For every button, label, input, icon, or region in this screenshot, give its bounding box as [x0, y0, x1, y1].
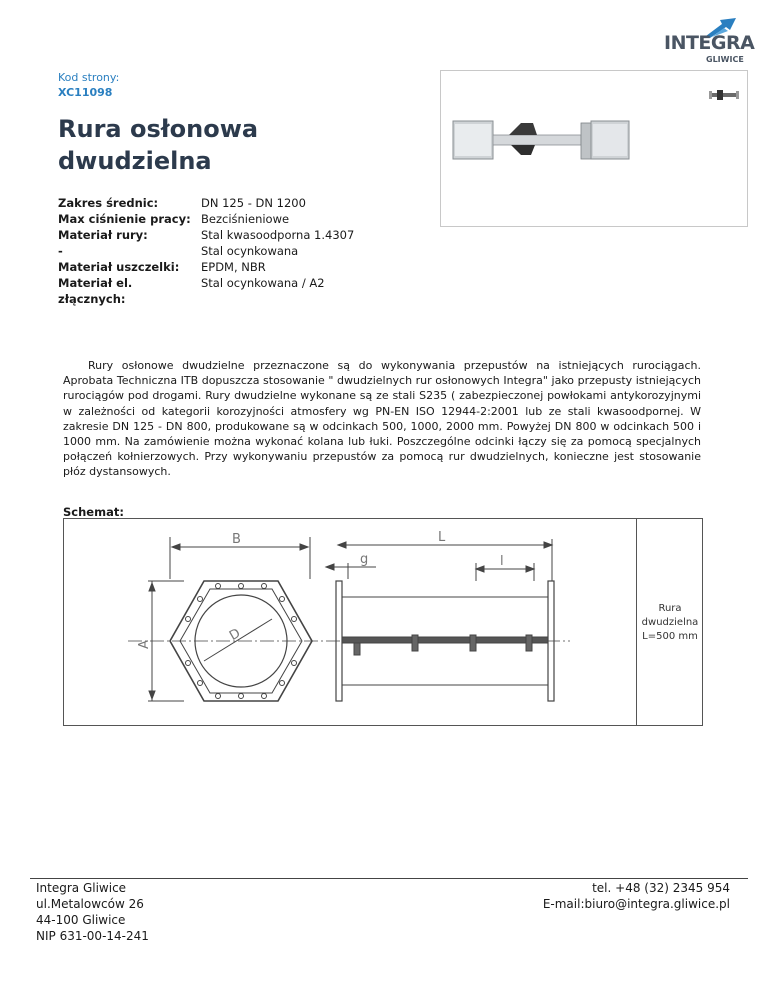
spec-value: EPDM, NBR — [201, 260, 266, 274]
spec-row — [58, 291, 354, 307]
caption-line: L=500 mm — [642, 631, 698, 642]
product-description: Rury osłonowe dwudzielne przeznaczone są do wykonywania przepustów na istniejących rurociągach. Aprobata Techniczna ITB dopuszcza stosowanie " dwudzielnych rur osłonowych Integra" jako przepusty istniejących rurociągów pod drogami. Rury dwudzielne wykonane są ze stali S235 ( zabezpieczonej powłokami antykorozyjnymi w zależności od kategorii korozyjności atmosfery wg PN-EN ISO 12944-2:2001 lub ze stali kwasoodpornej. W zakresie DN 125 - DN 800, produkowane są w odcinkach 500, 1000, 2000 mm. Powyżej DN 800 w odcinkach 500 i 1000 mm. Na zamówienie można wykonać kolana lub łuki. Poszczególne odcinki łączy się za pomocą specjalnych połączeń kołnierzowych. Przy wykonywaniu przepustów za pomocą rur dwudzielnych, konieczne jest stosowanie płóz dystansowych. — [63, 359, 701, 479]
spec-row — [58, 275, 354, 291]
spec-key: - — [58, 244, 63, 258]
spec-row — [58, 211, 354, 227]
dim-label-a: A — [137, 640, 152, 649]
footer-company: Integra Gliwice — [36, 881, 127, 895]
spec-value: Stal ocynkowana / A2 — [201, 276, 325, 290]
spec-key: Max ciśnienie pracy: — [58, 212, 191, 226]
footer-divider — [30, 878, 748, 879]
thumbnail-pipe — [709, 90, 739, 100]
spec-key: Zakres średnic: — [58, 196, 159, 210]
footer-phone: tel. +48 (32) 2345 954 — [592, 881, 730, 895]
spec-value: DN 125 - DN 1200 — [201, 196, 306, 210]
dim-label-l: L — [438, 530, 446, 545]
footer-city: 44-100 Gliwice — [36, 913, 126, 927]
schematic-divider — [636, 519, 637, 725]
main-pipe — [453, 121, 629, 159]
spec-row — [58, 243, 354, 259]
footer-contact — [543, 880, 730, 912]
spec-value: Stal kwasoodporna 1.4307 — [201, 228, 355, 242]
footer-street: ul.Metalowców 26 — [36, 897, 144, 911]
spec-table — [58, 195, 354, 307]
dim-label-g: g — [360, 552, 369, 567]
spec-key: Materiał rury: — [58, 228, 148, 242]
spec-row — [58, 227, 354, 243]
schematic-label: Schemat: — [63, 505, 124, 519]
dim-label-b: B — [232, 532, 241, 547]
brand-name: INTEGRA — [664, 32, 755, 54]
spec-key: Materiał el. — [58, 276, 133, 290]
caption-line: Rura — [658, 603, 682, 614]
brand-logo — [660, 16, 755, 64]
dim-label-d: D — [227, 625, 244, 644]
spec-value: Stal ocynkowana — [201, 244, 299, 258]
footer-email[interactable]: E-mail:biuro@integra.gliwice.pl — [542, 897, 730, 911]
footer-nip: NIP 631-00-14-241 — [36, 929, 149, 943]
title-line-2: dwudzielna — [58, 147, 212, 175]
product-photo — [440, 70, 748, 227]
spec-row — [58, 259, 354, 275]
spec-key: Materiał uszczelki: — [58, 260, 180, 274]
title-line-1: Rura osłonowa — [58, 115, 259, 143]
schematic-box — [63, 518, 703, 726]
caption-line: dwudzielna — [641, 617, 699, 628]
product-image — [441, 71, 747, 226]
page-code-value: XC11098 — [58, 86, 113, 99]
page-code-label: Kod strony: — [58, 71, 120, 84]
schematic-caption — [638, 602, 702, 644]
footer-address — [36, 880, 149, 944]
brand-sub: GLIWICE — [706, 55, 744, 64]
spec-value: Bezciśnieniowe — [201, 212, 290, 226]
page-title — [58, 113, 398, 177]
spec-row — [58, 195, 354, 211]
dim-label-l-small: l — [500, 554, 504, 569]
spec-key: złącznych: — [58, 292, 126, 306]
schematic-drawing — [64, 519, 636, 725]
